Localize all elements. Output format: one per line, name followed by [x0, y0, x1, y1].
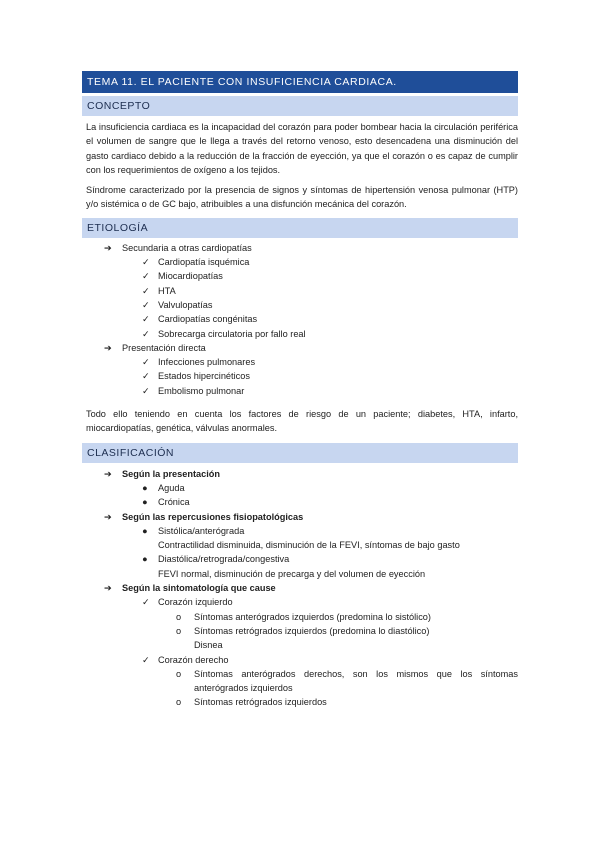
arrow-icon: ➔	[104, 583, 112, 594]
check-icon: ✓	[142, 328, 150, 339]
section-heading-concepto: CONCEPTO	[82, 96, 518, 116]
list-item: ● Diastólica/retrograda/congestiva FEVI normal, disminución de precarga y del volumen de eyección	[142, 554, 426, 579]
list-item: ✓ HTA	[82, 284, 518, 298]
circle-icon: o	[176, 668, 182, 679]
bullet-icon: ●	[142, 525, 148, 536]
list-item: ✓ Estados hipercinéticos	[82, 369, 518, 383]
list-item: ✓ Infecciones pulmonares	[82, 355, 518, 369]
check-icon: ✓	[142, 357, 150, 368]
arrow-icon: ➔	[104, 511, 112, 522]
section-heading-clasificacion: CLASIFICACIÓN	[82, 443, 518, 463]
check-icon: ✓	[142, 257, 150, 268]
check-icon: ✓	[142, 385, 150, 396]
list-item: ● Crónica	[82, 495, 518, 509]
list-item: ● Aguda	[82, 481, 518, 495]
list-item: o Síntomas anterógrados izquierdos (predomina lo sistólico)	[82, 610, 518, 624]
bullet-icon: ●	[142, 497, 148, 508]
list-item: ✓ Sobrecarga circulatoria por fallo real	[82, 327, 518, 341]
list-item: ✓ Embolismo pulmonar	[82, 384, 518, 398]
list-item: ✓ Valvulopatías	[82, 298, 518, 312]
document-page	[82, 71, 518, 710]
list-item: o Síntomas anterógrados derechos, son los mismos que los síntomas anterógrados izquierdos	[176, 668, 518, 694]
list-item: ➔ Secundaria a otras cardiopatías	[82, 241, 518, 255]
section-heading-etiologia: ETIOLOGÍA	[82, 218, 518, 238]
arrow-icon: ➔	[104, 242, 112, 253]
concepto-paragraph-2: Síndrome caracterizado por la presencia de signos y síntomas de hipertensión venosa pulmonar (HTP) y/o sistémica o de GC bajo, atribuibles a una disfunción mecánica del corazón.	[86, 185, 518, 210]
list-item: ● Sistólica/anterógrada Contractilidad disminuida, disminución de la FEVI, síntomas de bajo gasto	[142, 525, 460, 551]
arrow-icon: ➔	[104, 468, 112, 479]
list-item: ✓ Corazón derecho	[82, 653, 518, 667]
clasificacion-list	[82, 467, 518, 710]
list-item: o Síntomas retrógrados izquierdos	[82, 695, 518, 709]
list-item: ➔ Según las repercusiones fisiopatológicas	[82, 510, 518, 524]
check-icon: ✓	[142, 654, 150, 665]
bullet-icon: ●	[142, 482, 148, 493]
list-item: ✓ Cardiopatías congénitas	[82, 312, 518, 326]
check-icon: ✓	[142, 299, 150, 310]
circle-icon: o	[176, 625, 182, 636]
arrow-icon: ➔	[104, 342, 112, 353]
circle-icon: o	[176, 611, 182, 622]
list-item: ✓ Miocardiopatías	[82, 269, 518, 283]
check-icon: ✓	[142, 285, 150, 296]
circle-icon: o	[176, 697, 182, 708]
document-title: TEMA 11. EL PACIENTE CON INSUFICIENCIA CARDIACA.	[82, 71, 518, 93]
check-icon: ✓	[142, 314, 150, 325]
bullet-icon: ●	[142, 554, 148, 565]
list-item: ✓ Cardiopatía isquémica	[82, 255, 518, 269]
list-item: ➔ Según la presentación	[82, 467, 518, 481]
etiologia-list	[82, 241, 518, 398]
check-icon: ✓	[142, 271, 150, 282]
list-item: o Síntomas retrógrados izquierdos (predomina lo diastólico) Disnea	[176, 625, 430, 651]
list-item: ✓ Corazón izquierdo	[82, 595, 518, 609]
concepto-paragraph-1: La insuficiencia cardiaca es la incapacidad del corazón para poder bombear hacia la circulación periférica el volumen de sangre que le llega a través del retorno venoso, esto desencadena una disminución del gasto cardiaco debido a la reducción de la fracción de eyección, ya que el corazón o es capaz de cumplir con los requerimientos de oxígeno a los tejidos.	[86, 122, 518, 175]
list-item: ➔ Presentación directa	[82, 341, 518, 355]
list-item: ➔ Según la sintomatología que cause	[82, 581, 518, 595]
check-icon: ✓	[142, 371, 150, 382]
check-icon: ✓	[142, 597, 150, 608]
etiologia-note: Todo ello teniendo en cuenta los factores de riesgo de un paciente; diabetes, HTA, infarto, miocardiopatías, genética, válvulas anormales.	[86, 409, 518, 434]
